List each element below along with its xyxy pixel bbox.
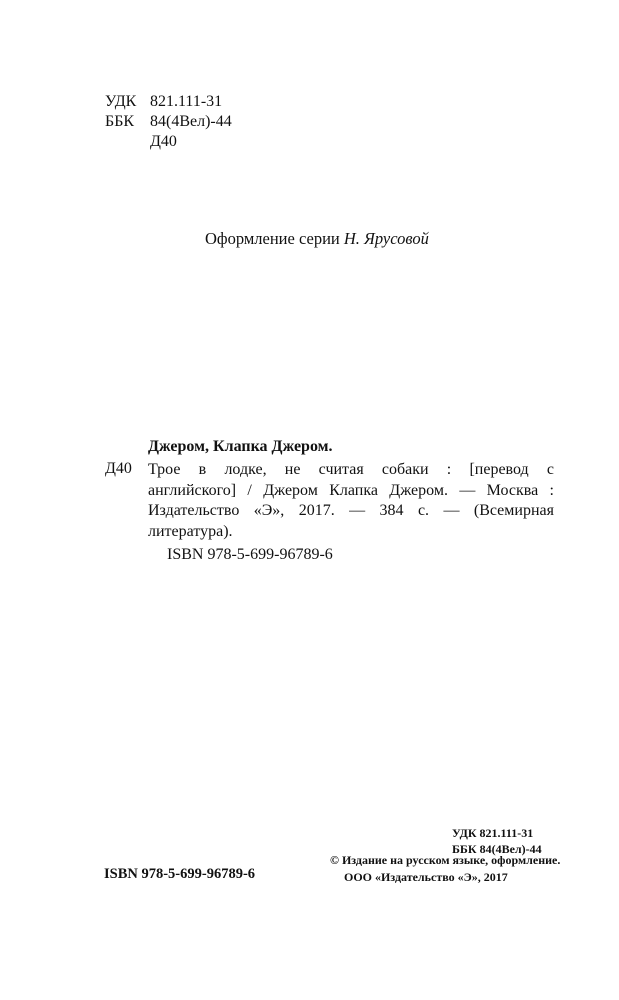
udk-label: УДК [105, 93, 137, 110]
copyright-line-2: ООО «Издательство «Э», 2017 [344, 869, 508, 884]
bbk-line [105, 112, 232, 132]
udk-line [105, 92, 222, 112]
author-mark: Д40 [150, 133, 177, 150]
catalog-isbn: ISBN 978-5-699-96789-6 [167, 546, 333, 563]
series-design-credit [205, 229, 429, 249]
catalog-author-heading: Джером, Клапка Джером. [148, 438, 333, 455]
footer-isbn: ISBN 978-5-699-96789-6 [104, 866, 256, 882]
catalog-description [148, 460, 554, 542]
catalog-line: литература). [148, 522, 233, 540]
right-udk: УДК 821.111-31 [452, 826, 534, 840]
bbk-label: ББК [105, 113, 135, 130]
udk-value: 821.111-31 [150, 93, 223, 110]
copyright-block [330, 852, 560, 885]
bbk-value: 84(4Вел)-44 [150, 113, 232, 130]
catalog-mark: Д40 [105, 460, 132, 477]
series-designer-name: Н. Ярусовой [343, 229, 429, 248]
copyright-line-1: © Издание на русском языке, оформление. [330, 853, 561, 867]
right-bbk: ББК 84(4Вел)-44 [452, 842, 542, 856]
catalog-line: Издательство «Э», 2017. — 384 с. — (Всемирная [148, 502, 554, 519]
series-design-prefix: Оформление серии [205, 229, 340, 248]
catalog-line: Трое в лодке, не считая собаки : [перевод с [148, 461, 554, 478]
catalog-line: английского] / Джером Клапка Джером. — Москва : [148, 481, 554, 499]
